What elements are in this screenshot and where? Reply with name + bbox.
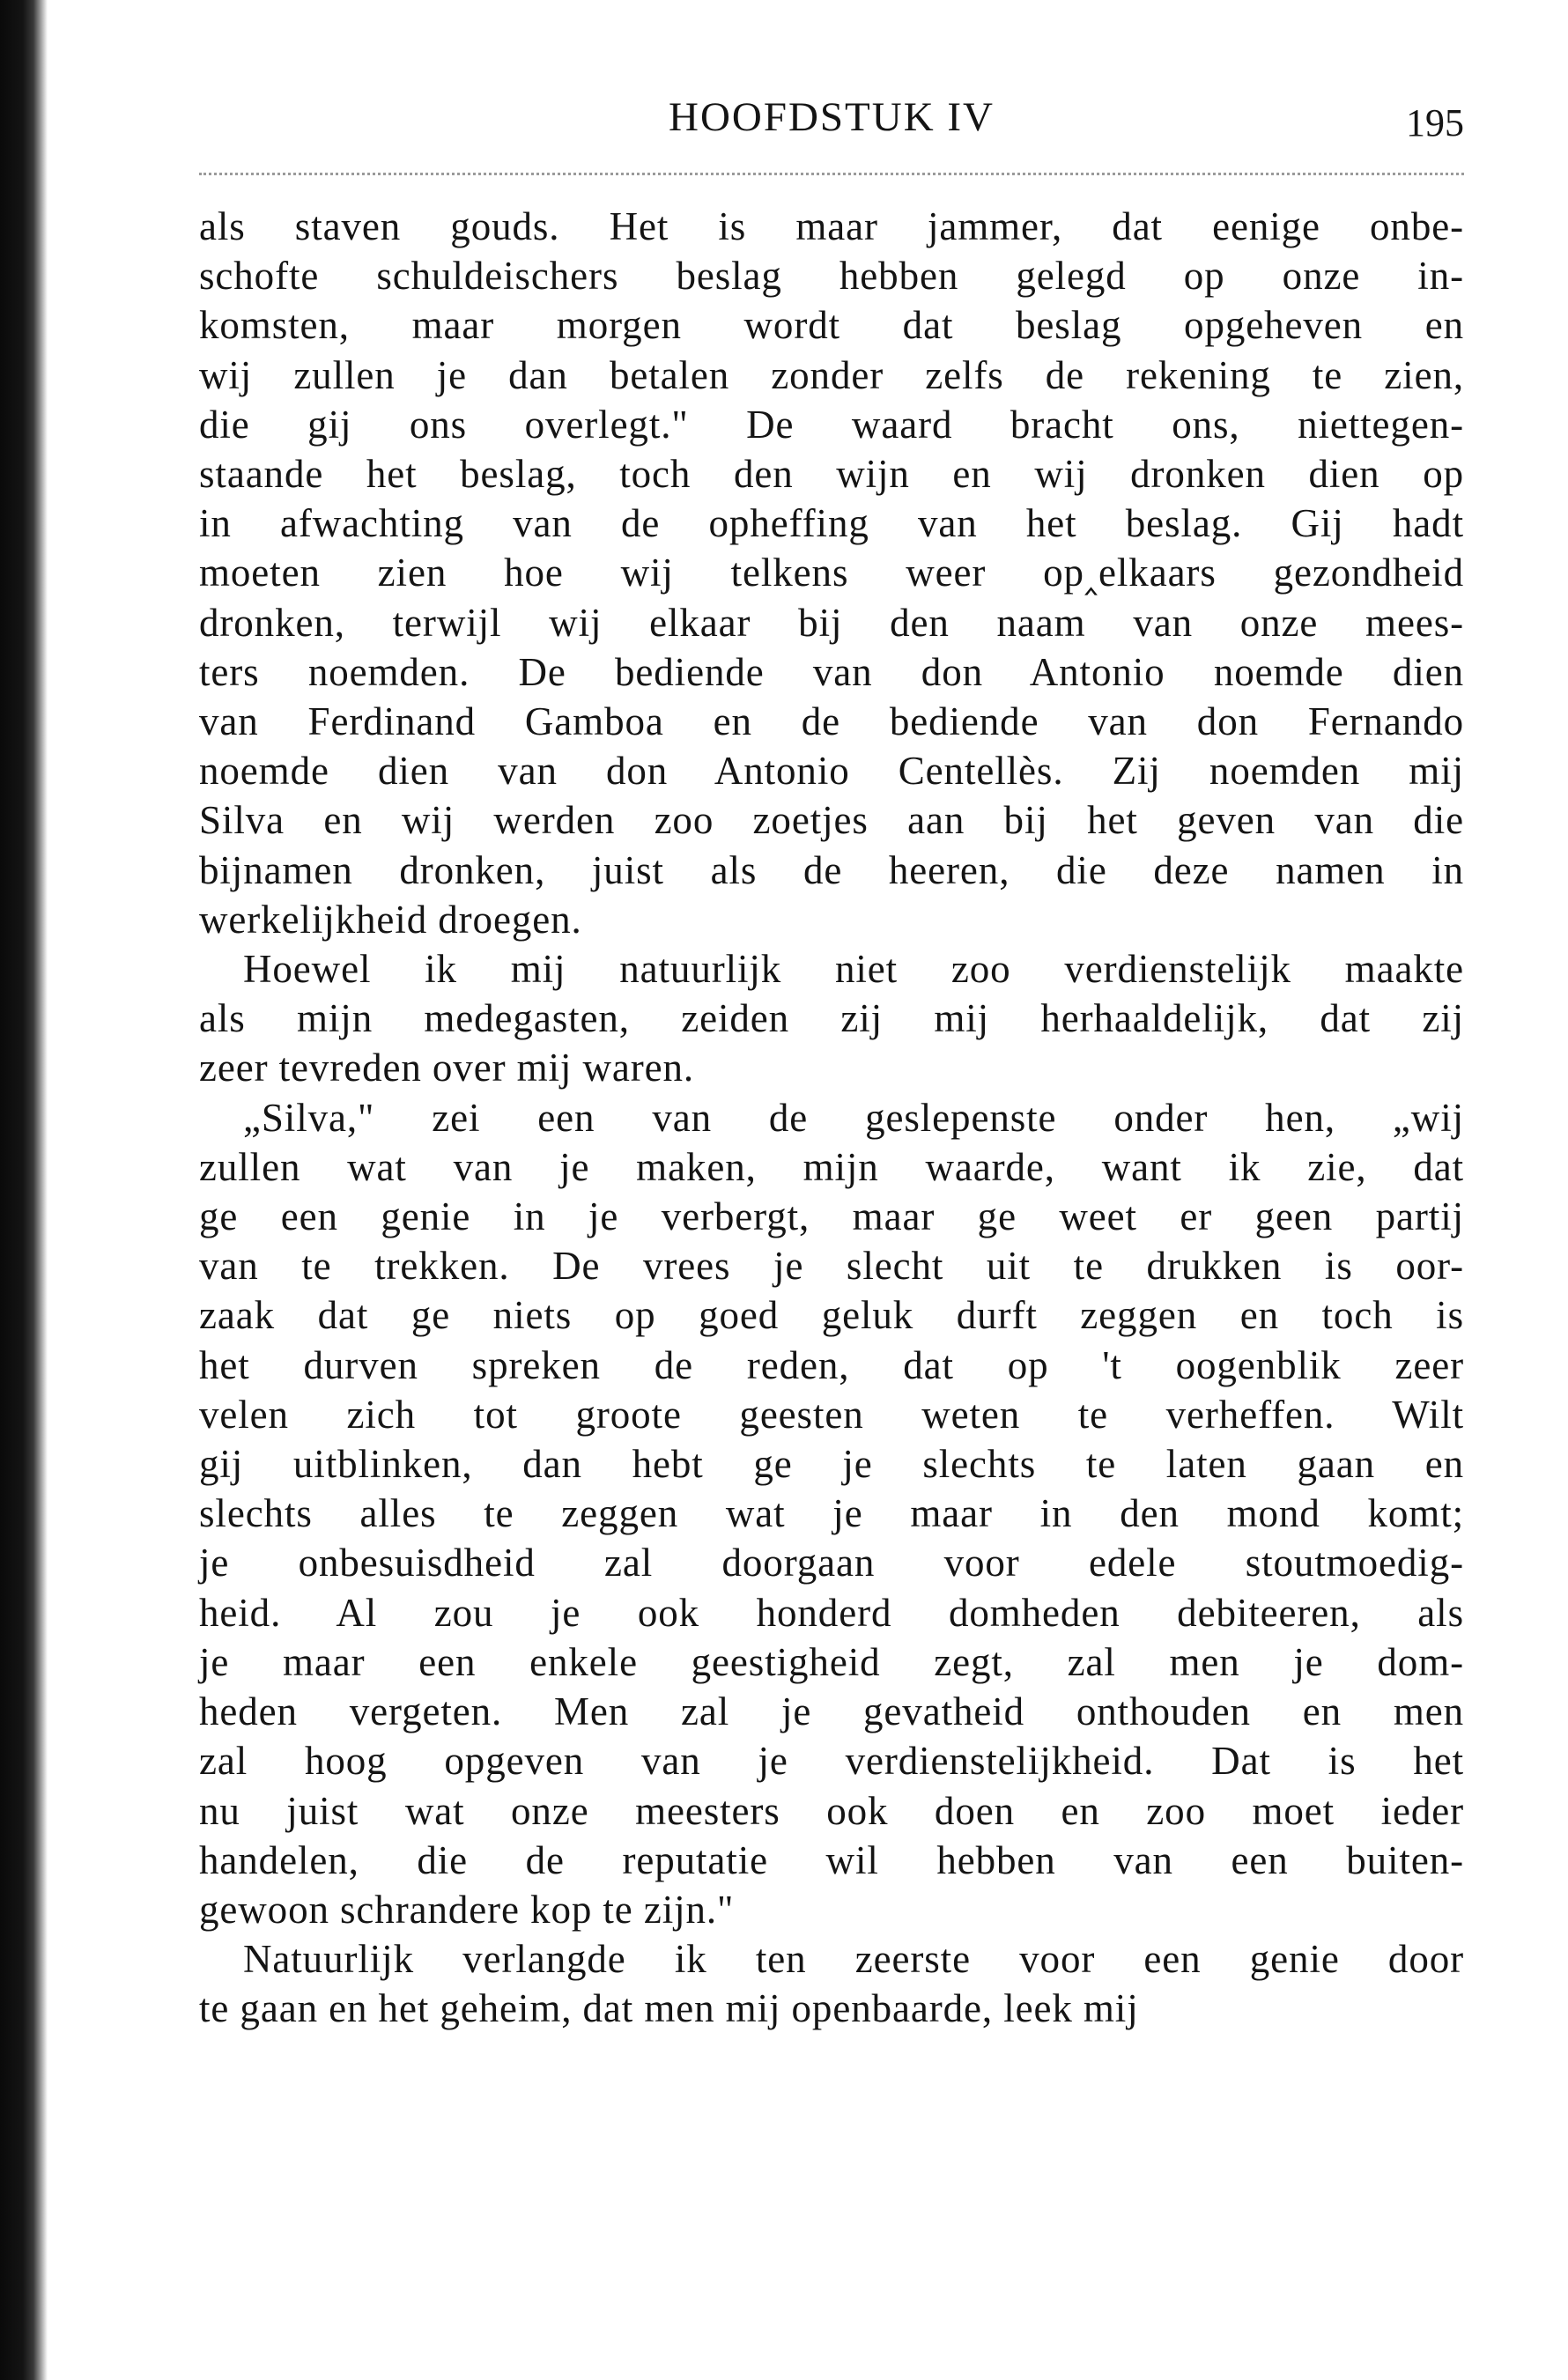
- text-line: velen zich tot groote geesten weten te verheffen. Wilt: [199, 1392, 1464, 1437]
- paragraph: [199, 944, 1464, 1093]
- text-line: die gij ons overlegt." De waard bracht ons, niettegen-: [199, 402, 1464, 447]
- paragraph: [199, 1934, 1464, 2033]
- text-line: Natuurlijk verlangde ik ten zeerste voor een genie door: [243, 1937, 1464, 1982]
- text-line: als staven gouds. Het is maar jammer, dat eenige onbe-: [199, 204, 1464, 248]
- text-line: te gaan en het geheim, dat men mij openbaarde, leek mij: [199, 1986, 1139, 2031]
- chapter-title: HOOFDSTUK IV: [669, 94, 995, 140]
- text-line: zaak dat ge niets op goed geluk durft zeggen en toch is: [199, 1293, 1464, 1338]
- text-line: werkelijkheid droegen.: [199, 897, 582, 942]
- running-head: [199, 88, 1464, 159]
- text-line: noemde dien van don Antonio Centellès. Zij noemden mij: [199, 749, 1464, 794]
- text-line: dronken, terwijl wij elkaar bij den naam van onze mees-: [199, 600, 1464, 645]
- text-line: Hoewel ik mij natuurlijk niet zoo verdienstelijk maakte: [243, 947, 1464, 992]
- text-line: Silva en wij werden zoo zoetjes aan bij het geven van die: [199, 798, 1464, 843]
- text-line: je onbesuisdheid zal doorgaan voor edele stoutmoedig-: [199, 1541, 1464, 1585]
- text-line: „Silva," zei een van de geslepenste onder hen, „wij: [243, 1095, 1464, 1140]
- text-line: je maar een enkele geestigheid zegt, zal men je dom-: [199, 1639, 1464, 1684]
- text-line: het durven spreken de reden, dat op 't oogenblik zeer: [199, 1342, 1464, 1387]
- page-number: 195: [1406, 101, 1464, 144]
- binding-edge: [0, 0, 48, 2380]
- text-line: nu juist wat onze meesters ook doen en zoo moet ieder: [199, 1788, 1464, 1833]
- text-line: ge een genie in je verbergt, maar ge weet er geen partij: [199, 1194, 1464, 1239]
- text-line: zullen wat van je maken, mijn waarde, want ik zie, dat: [199, 1144, 1464, 1189]
- text-line: in afwachting van de opheffing van het beslag. Gij hadt: [199, 501, 1464, 546]
- text-line: ters noemden. De bediende van don Antonio noemde dien: [199, 649, 1464, 694]
- book-page: [199, 88, 1464, 2034]
- text-line: slechts alles te zeggen wat je maar in den mond komt;: [199, 1491, 1464, 1536]
- text-line: als mijn medegasten, zeiden zij mij herhaaldelijk, dat zij: [199, 996, 1464, 1041]
- text-line: staande het beslag, toch den wijn en wij dronken dien op: [199, 452, 1464, 497]
- text-line: zeer tevreden over mij waren.: [199, 1046, 695, 1090]
- text-line: van te trekken. De vrees je slecht uit te drukken is oor-: [199, 1244, 1464, 1289]
- text-line: gij uitblinken, dan hebt ge je slechts te laten gaan en: [199, 1442, 1464, 1487]
- text-line: schofte schuldeischers beslag hebben gelegd op onze in-: [199, 254, 1464, 299]
- text-line: zal hoog opgeven van je verdienstelijkheid. Dat is het: [199, 1739, 1464, 1784]
- header-rule: [199, 173, 1464, 175]
- text-line: heden vergeten. Men zal je gevatheid onthouden en men: [199, 1689, 1464, 1734]
- text-line: van Ferdinand Gamboa en de bediende van don Fernando: [199, 699, 1464, 744]
- paragraph: [199, 202, 1464, 944]
- body-text: [199, 202, 1464, 2034]
- text-line: moeten zien hoe wij telkens weer op‸elkaars gezondheid: [199, 551, 1464, 595]
- text-line: gewoon schrandere kop te zijn.": [199, 1887, 735, 1932]
- text-line: handelen, die de reputatie wil hebben van een buiten-: [199, 1837, 1464, 1882]
- text-line: wij zullen je dan betalen zonder zelfs de rekening te zien,: [199, 352, 1464, 397]
- paragraph: [199, 1093, 1464, 1934]
- text-line: bijnamen dronken, juist als de heeren, die deze namen in: [199, 847, 1464, 892]
- text-line: heid. Al zou je ook honderd domheden debiteeren, als: [199, 1590, 1464, 1635]
- text-line: komsten, maar morgen wordt dat beslag opgeheven en: [199, 303, 1464, 348]
